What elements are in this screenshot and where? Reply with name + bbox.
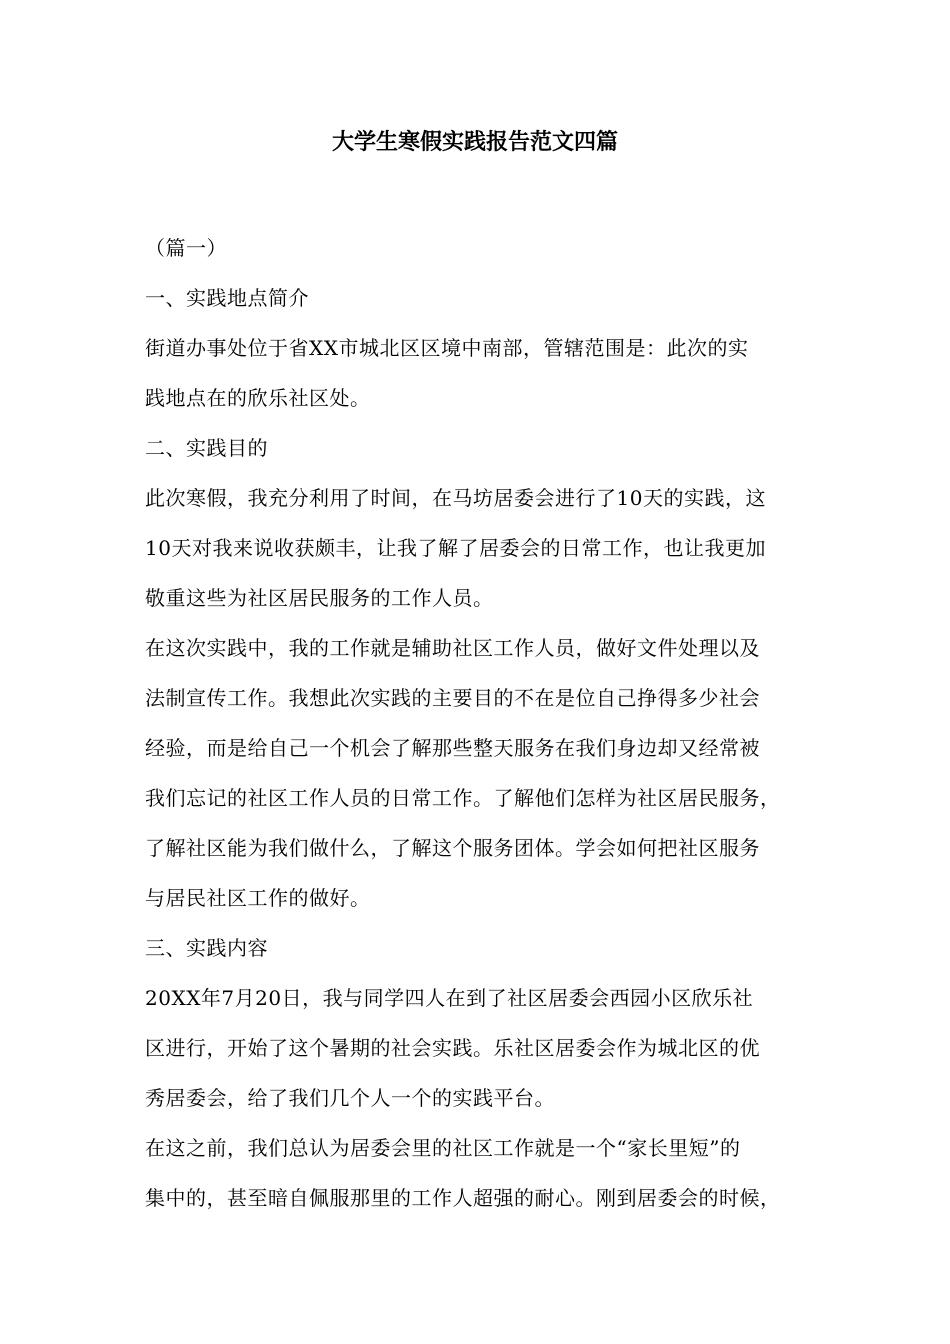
text-line: 街道办事处位于省XX市城北区区境中南部，管辖范围是：此次的实 [145, 336, 749, 360]
text-line: 二、实践目的 [145, 436, 268, 460]
section-heading [145, 273, 815, 323]
document-body [145, 223, 815, 1223]
text-line: 三、实践内容 [145, 936, 268, 960]
text-line: 在这次实践中，我的工作就是辅助社区工作人员，做好文件处理以及 [145, 636, 760, 660]
text-line: 与居民社区工作的做好。 [145, 886, 371, 910]
text-line: 我们忘记的社区工作人员的日常工作。了解他们怎样为社区居民服务， [145, 786, 781, 810]
section-heading [145, 423, 815, 473]
text-line: 秀居委会，给了我们几个人一个的实践平台。 [145, 1086, 555, 1110]
text-line: 敬重这些为社区居民服务的工作人员。 [145, 586, 494, 610]
text-line: 此次寒假，我充分利用了时间，在马坊居委会进行了10天的实践，这 [145, 486, 766, 510]
text-line: 法制宣传工作。我想此次实践的主要目的不在是位自己挣得多少社会 [145, 686, 760, 710]
text-line: 一、实践地点简介 [145, 286, 309, 310]
text-line: 经验，而是给自己一个机会了解那些整天服务在我们身边却又经常被 [145, 736, 760, 760]
section-label [145, 223, 815, 273]
text-line: （篇一） [145, 236, 227, 260]
text-line: 20XX年7月20日，我与同学四人在到了社区居委会西园小区欣乐社 [145, 986, 754, 1010]
body-paragraph [145, 473, 815, 623]
text-line: 10天对我来说收获颇丰，让我了解了居委会的日常工作，也让我更加 [145, 536, 766, 560]
body-paragraph [145, 323, 815, 423]
section-heading [145, 923, 815, 973]
text-line: 了解社区能为我们做什么，了解这个服务团体。学会如何把社区服务 [145, 836, 760, 860]
body-paragraph [145, 1123, 815, 1223]
body-paragraph [145, 623, 815, 923]
document-title: 大学生寒假实践报告范文四篇 [331, 129, 618, 155]
text-line: 在这之前，我们总认为居委会里的社区工作就是一个“家长里短”的 [145, 1136, 741, 1160]
body-paragraph [145, 973, 815, 1123]
text-line: 集中的，甚至暗自佩服那里的工作人超强的耐心。刚到居委会的时候， [145, 1186, 781, 1210]
text-line: 践地点在的欣乐社区处。 [145, 386, 371, 410]
text-line: 区进行，开始了这个暑期的社会实践。乐社区居委会作为城北区的优 [145, 1036, 760, 1060]
